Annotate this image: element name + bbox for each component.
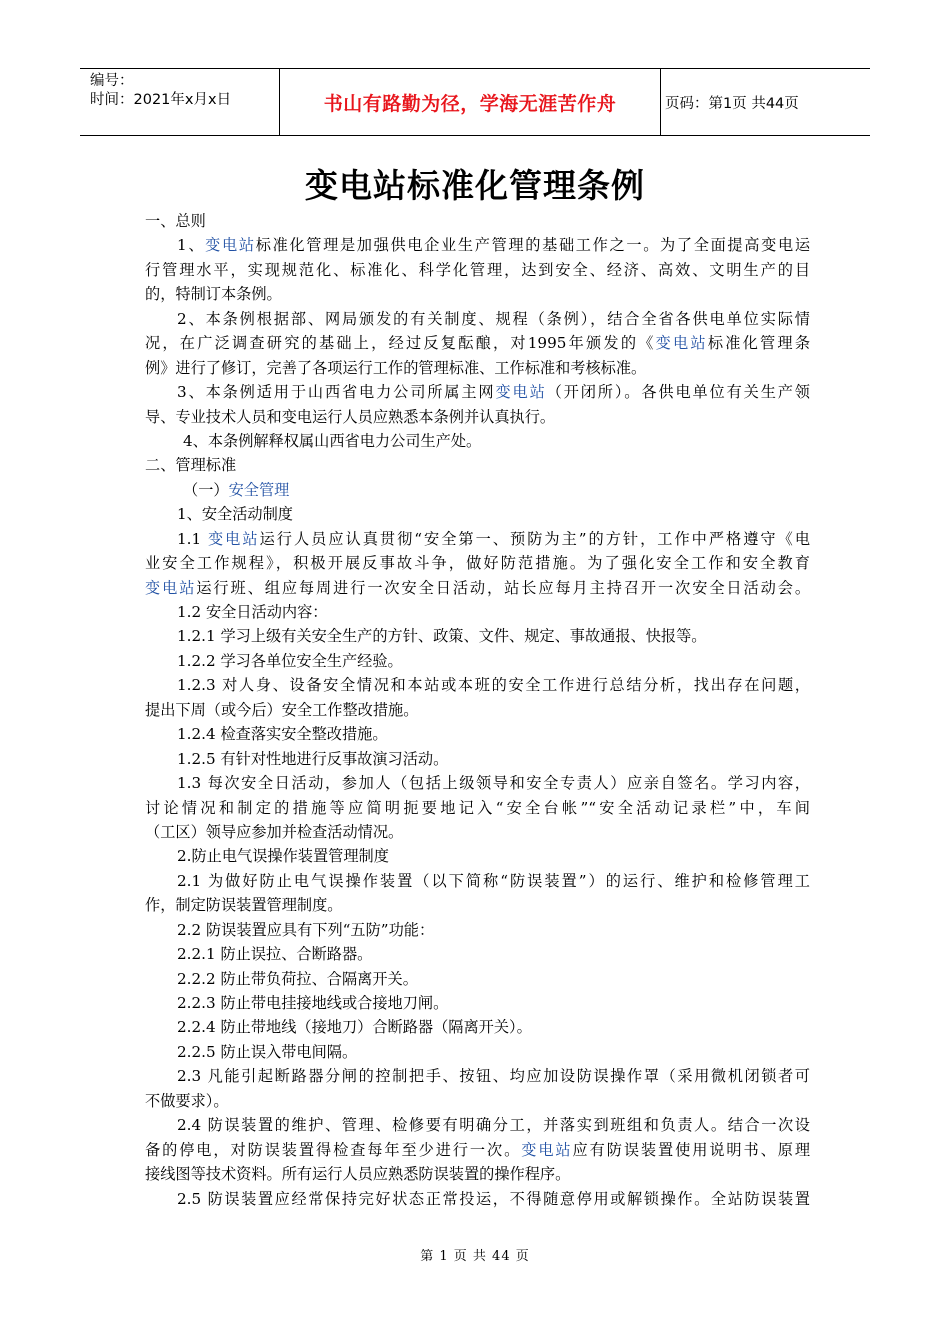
header-motto: 书山有路勤为径，学海无涯苦作舟 xyxy=(280,69,661,135)
text-run: 提出下周（或今后）安全工作整改措施。 xyxy=(145,700,419,719)
paragraph-line xyxy=(145,380,810,404)
header-table xyxy=(80,68,870,136)
text-run: 标准化管理条 xyxy=(707,334,811,353)
paragraph-line xyxy=(145,1089,810,1113)
paragraph-line xyxy=(145,893,810,917)
paragraph-line xyxy=(145,429,810,453)
text-run: 1.2 安全日活动内容： xyxy=(177,603,328,621)
text-run: 1、 xyxy=(177,236,206,255)
paragraph-line xyxy=(145,1064,810,1088)
text-run: 2.2.1 防止误拉、合断路器。 xyxy=(177,945,373,964)
hyperlink[interactable]: 变电站 xyxy=(521,1140,573,1159)
text-run: 业安全工作规程》，积极开展反事故斗争，做好防范措施。为了强化安全工作和安全教育 xyxy=(145,554,810,573)
paragraph-line xyxy=(145,1138,810,1162)
paragraph-line xyxy=(145,1015,810,1039)
text-run: （一） xyxy=(183,480,229,499)
paragraph-line xyxy=(145,820,810,844)
paragraph-line xyxy=(145,282,810,306)
text-run: 1.2.3 对人身、设备安全情况和本站或本班的安全工作进行总结分析，找出存在问题， xyxy=(177,676,810,695)
text-run: 2.2.5 防止误入带电间隔。 xyxy=(177,1042,358,1061)
text-run: 2.1 为做好防止电气误操作装置（以下简称“防误装置”）的运行、维护和检修管理工 xyxy=(177,871,810,890)
hyperlink[interactable]: 变电站 xyxy=(207,529,260,548)
paragraph-line xyxy=(145,209,810,233)
text-run: 1.2.1 学习上级有关安全生产的方针、政策、文件、规定、事故通报、快报等。 xyxy=(177,627,707,646)
page-footer: 第 1 页 共 44 页 xyxy=(420,1249,530,1264)
text-run: 2.2.3 防止带电挂接地线或合接地刀闸。 xyxy=(177,994,449,1012)
text-run: 运行班、组应每周进行一次安全日活动，站长应每月主持召开一次安全日活动会。 xyxy=(196,578,811,597)
paragraph-line xyxy=(145,624,810,648)
text-run: 一、总则 xyxy=(145,212,206,230)
text-run: 2.2 防误装置应具有下列“五防”功能： xyxy=(177,920,435,939)
text-run: 2.4 防误装置的维护、管理、检修要有明确分工，并落实到班组和负责人。结合一次设 xyxy=(177,1116,810,1135)
text-run: 应有防误装置使用说明书、原理 xyxy=(572,1140,811,1159)
paragraph-line xyxy=(145,942,810,966)
text-run: 1.2.2 学习各单位安全生产经验。 xyxy=(177,651,403,670)
paragraph-line xyxy=(145,747,810,771)
hyperlink[interactable]: 变电站 xyxy=(145,578,197,597)
text-run: 1.2.5 有针对性地进行反事故演习活动。 xyxy=(177,749,449,768)
paragraph-line xyxy=(145,673,810,697)
paragraph-line xyxy=(145,1187,810,1211)
text-run: 行管理水平，实现规范化、标准化、科学化管理，达到安全、经济、高效、文明生产的目 xyxy=(145,260,810,279)
paragraph-line xyxy=(145,331,810,355)
text-run: 3、本条例适用于山西省电力公司所属主网 xyxy=(177,383,496,402)
paragraph-line xyxy=(145,722,810,746)
text-run: 1.3 每次安全日活动，参加人（包括上级领导和安全专责人）应亲自签名。学习内容， xyxy=(177,774,810,793)
hyperlink[interactable]: 安全管理 xyxy=(228,480,290,499)
paragraph-line xyxy=(145,918,810,942)
paragraph-line xyxy=(145,796,810,820)
text-run: 的，特制订本条例。 xyxy=(145,285,282,304)
paragraph-line xyxy=(145,307,810,331)
paragraph-line xyxy=(145,258,810,282)
text-run: 2、本条例根据部、网局颁发的有关制度、规程（条例），结合全省各供电单位实际情 xyxy=(177,309,810,328)
hyperlink[interactable]: 变电站 xyxy=(495,383,547,402)
doc-number-label: 编号： xyxy=(90,73,134,89)
paragraph-line xyxy=(145,991,810,1015)
text-run: 2.2.2 防止带负荷拉、合隔离开关。 xyxy=(177,969,418,988)
paragraph-line xyxy=(145,502,810,526)
paragraph-line xyxy=(145,527,810,551)
paragraph-line xyxy=(145,771,810,795)
hyperlink[interactable]: 变电站 xyxy=(205,236,256,255)
paragraph-line xyxy=(145,967,810,991)
hyperlink[interactable]: 变电站 xyxy=(655,334,708,353)
text-run: 接线图等技术资料。所有运行人员应熟悉防误装置的操作程序。 xyxy=(145,1165,571,1184)
text-run: 标准化管理是加强供电企业生产管理的基础工作之一。为了全面提高变电运 xyxy=(255,236,811,255)
text-run: 二、管理标准 xyxy=(145,456,237,475)
text-run: 讨论情况和制定的措施等应简明扼要地记入“安全台帐”“安全活动记录栏”中，车间 xyxy=(145,798,810,817)
document-body xyxy=(145,209,810,1211)
text-run: 况，在广泛调查研究的基础上，经过反复酝酿，对1995年颁发的《 xyxy=(145,334,656,353)
text-run: （工区）领导应参加并检查活动情况。 xyxy=(145,822,404,841)
doc-date: 时间：2021年x月x日 xyxy=(90,92,232,108)
paragraph-line xyxy=(145,844,810,868)
document-title: 变电站标准化管理条例 xyxy=(305,166,645,205)
paragraph-line xyxy=(145,405,810,429)
text-run: 2.防止电气误操作装置管理制度 xyxy=(177,847,389,866)
paragraph-line xyxy=(145,869,810,893)
header-meta-cell xyxy=(80,69,280,135)
text-run: 作，制定防误装置管理制度。 xyxy=(145,896,343,915)
paragraph-line xyxy=(145,698,810,722)
text-run: 运行人员应认真贯彻“安全第一、预防为主”的方针，工作中严格遵守《电 xyxy=(259,529,811,548)
paragraph-line xyxy=(145,356,810,380)
paragraph-line xyxy=(145,478,810,502)
paragraph-line xyxy=(145,1162,810,1186)
paragraph-line xyxy=(145,600,810,624)
text-run: 不做要求）。 xyxy=(145,1091,229,1110)
text-run: 1.1 xyxy=(177,529,208,548)
text-run: 1、安全活动制度 xyxy=(177,505,293,524)
paragraph-line xyxy=(145,453,810,477)
text-run: 2.2.4 防止带地线（接地刀）合断路器（隔离开关）。 xyxy=(177,1018,532,1037)
text-run: （开闭所）。各供电单位有关生产领 xyxy=(546,383,810,402)
text-run: 例》进行了修订，完善了各项运行工作的管理标准、工作标准和考核标准。 xyxy=(145,358,647,377)
text-run: 1.2.4 检查落实安全整改措施。 xyxy=(177,725,388,744)
text-run: 2.3 凡能引起断路器分闸的控制把手、按钮、均应加设防误操作罩（采用微机闭锁者可 xyxy=(177,1067,810,1086)
paragraph-line xyxy=(145,1040,810,1064)
paragraph-line xyxy=(145,551,810,575)
paragraph-line xyxy=(145,576,810,600)
text-run: 4、本条例解释权属山西省电力公司生产处。 xyxy=(183,431,482,450)
text-run: 备的停电，对防误装置得检查每年至少进行一次。 xyxy=(145,1140,522,1159)
paragraph-line xyxy=(145,233,810,257)
paragraph-line xyxy=(145,649,810,673)
paragraph-line xyxy=(145,1113,810,1137)
header-page-info: 页码：第1页 共44页 xyxy=(665,95,799,112)
text-run: 2.5 防误装置应经常保持完好状态正常投运，不得随意停用或解锁操作。全站防误装置 xyxy=(177,1189,810,1208)
text-run: 导、专业技术人员和变电运行人员应熟悉本条例并认真执行。 xyxy=(145,407,556,426)
